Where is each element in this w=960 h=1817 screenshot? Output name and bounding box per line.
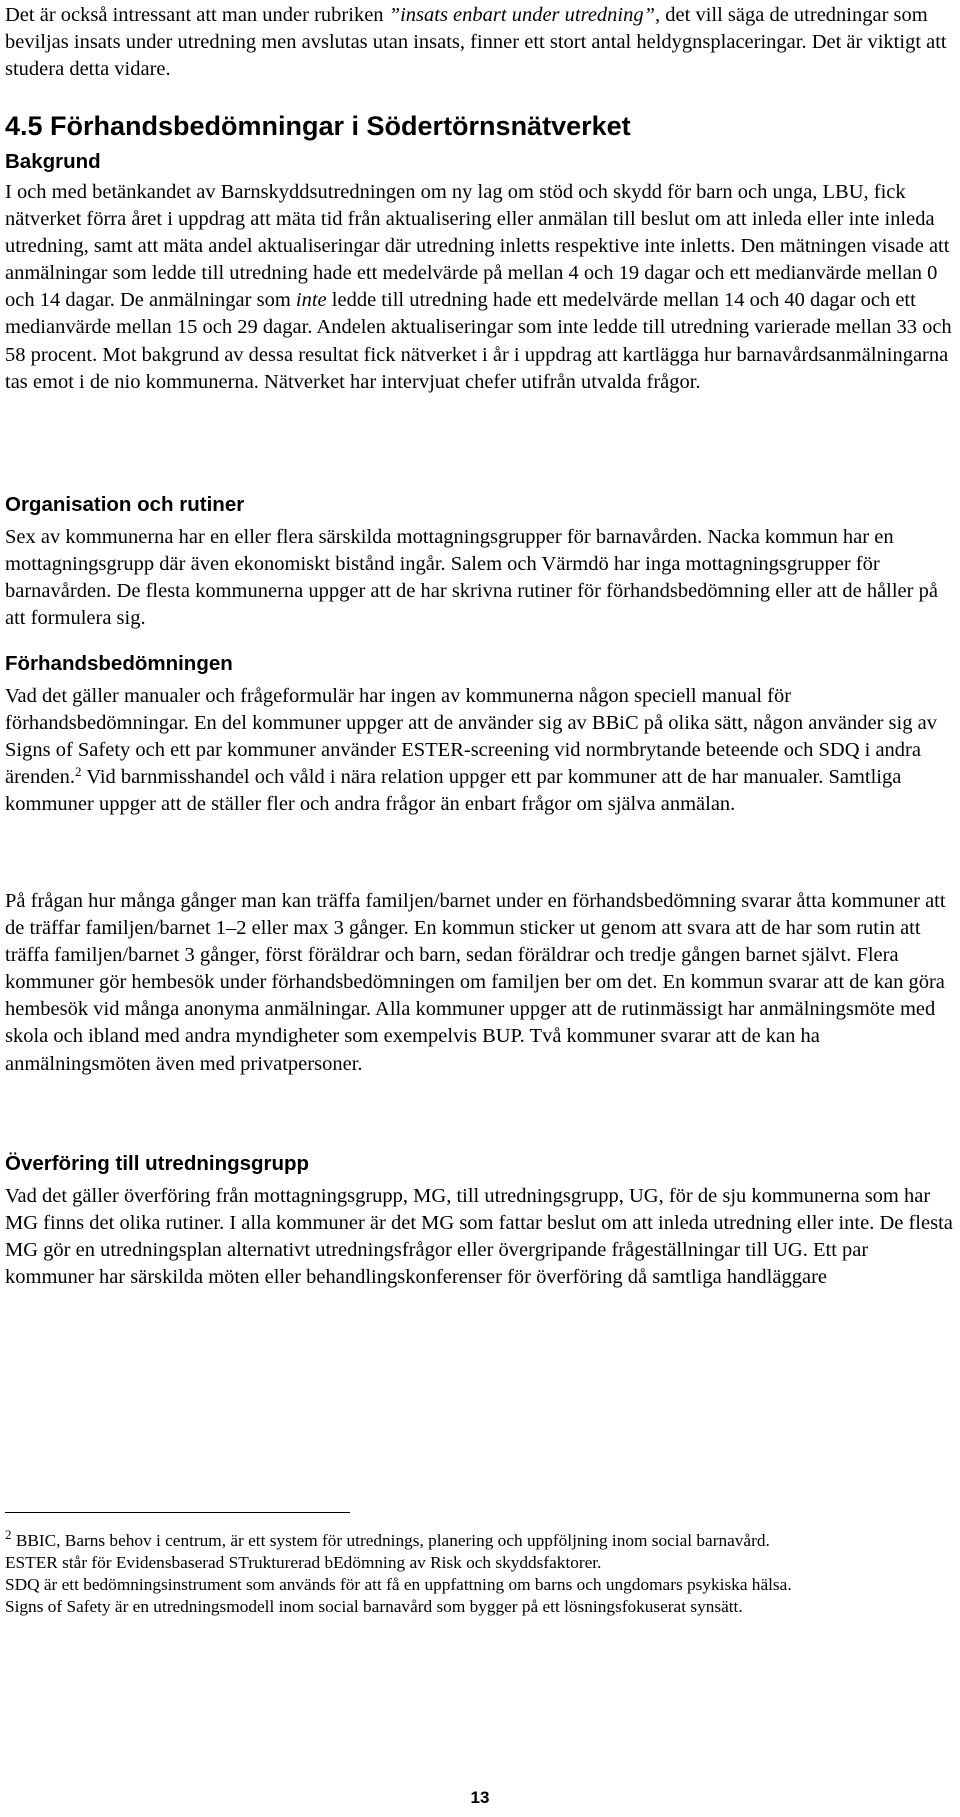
footnote-marker: 2 [5, 1527, 12, 1542]
forhandsbedomningen-paragraph [5, 683, 955, 818]
bakgrund-text-a: I och med betänkandet av Barnskyddsutredningen om ny lag om stöd och skydd för barn och unga, LBU, fick nätverket förra året i uppdrag att mäta tid från aktualisering eller anmälan till beslut om att inleda eller inte inleda utredning, samt att mäta andel aktualiseringar där utredning inletts respektive inte inletts. Den mätningen visade att anmälningar som ledde till utredning hade ett medelvärde på mellan 4 och 19 dagar och ett medianvärde mellan 0 och 14 dagar. De anmälningar som [5, 181, 950, 312]
overforing-heading: Överföring till utredningsgrupp [5, 1152, 310, 1175]
footnotes [5, 1527, 955, 1618]
footnote-bbic-text: BBIC, Barns behov i centrum, är ett system för utrednings, planering och uppföljning inom social barnavård. [11, 1531, 770, 1550]
forhandsbedomningen-heading: Förhandsbedömningen [5, 652, 233, 675]
footnote-ester: ESTER står för Evidensbaserad STrukturerad bEdömning av Risk och skyddsfaktorer. [5, 1553, 602, 1572]
organisation-paragraph [5, 524, 955, 632]
footnote-sdq: SDQ är ett bedömningsinstrument som används för att få en uppfattning om barns och ungdomars psykiska hälsa. [5, 1575, 792, 1594]
overforing-paragraph [5, 1183, 955, 1291]
bakgrund-text-b: ledde till utredning hade ett medelvärde mellan 14 och 40 dagar och ett medianvärde mellan 15 och 29 dagar. Andelen aktualiseringar som inte ledde till utredning varierade mellan 33 och 58 procent. Mot bakgrund av dessa resultat fick nätverket i år i uppdrag att kartlägga hur barnavårdsanmälningarna tas emot i de nio kommunerna. Nätverket har intervjuat chefer utifrån utvalda frågor. [5, 289, 952, 393]
footnote-bbic [5, 1527, 955, 1552]
intro-text-suffix: det vill säga de utredningar som beviljas insats under utredning men avslutas utan insats, finner ett stort antal heldygnsplaceringar. Det är viktigt att studera detta vidare. [5, 4, 947, 81]
bakgrund-paragraph [5, 179, 955, 396]
forhandsbedomningen-text-b: Vid barnmisshandel och våld i nära relation uppger ett par kommuner att de har manualer. Samtliga kommuner uppger att de ställer fler och andra frågor än enbart frågor om själva anmälan. [5, 766, 902, 816]
footnote-separator [5, 1512, 350, 1513]
page-number: 13 [470, 1788, 490, 1807]
intro-paragraph [5, 2, 955, 83]
bakgrund-emphasis: inte [295, 289, 327, 312]
meetings-text: På frågan hur många gånger man kan träffa familjen/barnet under en förhandsbedömning svarar åtta kommuner att de träffar familjen/barnet 1–2 eller max 3 gånger. En kommun sticker ut genom att svara att de har som rutin att träffa familjen/barnet 3 gånger, först föräldrar och barn, sedan föräldrar och tredje gången barnet självt. Flera kommuner gör hembesök under förhandsbedömningen om familjen ber om det. En kommun svarar att de kan göra hembesök vid många anonyma anmälningar. Alla kommuner uppger att de rutinmässigt har anmälningsmöte med skola och ibland med andra myndigheter som exempelvis BUP. Två kommuner svarar att de kan ha anmälningsmöten även med privatpersoner. [5, 890, 946, 1075]
meetings-paragraph [5, 888, 955, 1078]
intro-quote: ”insats enbart under utredning”, [388, 4, 661, 26]
overforing-text: Vad det gäller överföring från mottagningsgrupp, MG, till utredningsgrupp, UG, för de sju kommunerna som har MG finns det olika rutiner. I alla kommuner är det MG som fattar beslut om att inleda utredning eller inte. De flesta MG gör en utredningsplan alternativt utredningsfrågor eller övergripande frågeställningar till UG. Ett par kommuner har särskilda möten eller behandlingskonferenser för överföring då samtliga handläggare [5, 1185, 953, 1289]
intro-text-prefix: Det är också intressant att man under rubriken [5, 4, 389, 26]
forhandsbedomningen-text-a: Vad det gäller manualer och frågeformulär har ingen av kommunerna någon speciell manual för förhandsbedömningar. En del kommuner uppger att de använder sig av BBiC på olika sätt, någon använder sig av Signs of Safety och ett par kommuner använder ESTER-screening vid normbrytande beteende och SDQ i andra ärenden. [5, 685, 937, 789]
organisation-heading: Organisation och rutiner [5, 493, 245, 516]
organisation-text: Sex av kommunerna har en eller flera särskilda mottagningsgrupper för barnavården. Nacka kommun har en mottagningsgrupp där även ekonomiskt bistånd ingår. Salem och Värmdö har inga mottagningsgrupper för barnavården. De flesta kommunerna uppger att de har skrivna rutiner för förhandsbedömning eller att de håller på att formulera sig. [5, 526, 938, 630]
footnote-reference: 2 [75, 764, 82, 780]
bakgrund-heading: Bakgrund [5, 150, 101, 173]
section-title: 4.5 Förhandsbedömningar i Södertörnsnätverket [5, 111, 631, 141]
footnote-signs-of-safety: Signs of Safety är en utredningsmodell inom social barnavård som bygger på ett lösningsfokuserat synsätt. [5, 1597, 743, 1616]
